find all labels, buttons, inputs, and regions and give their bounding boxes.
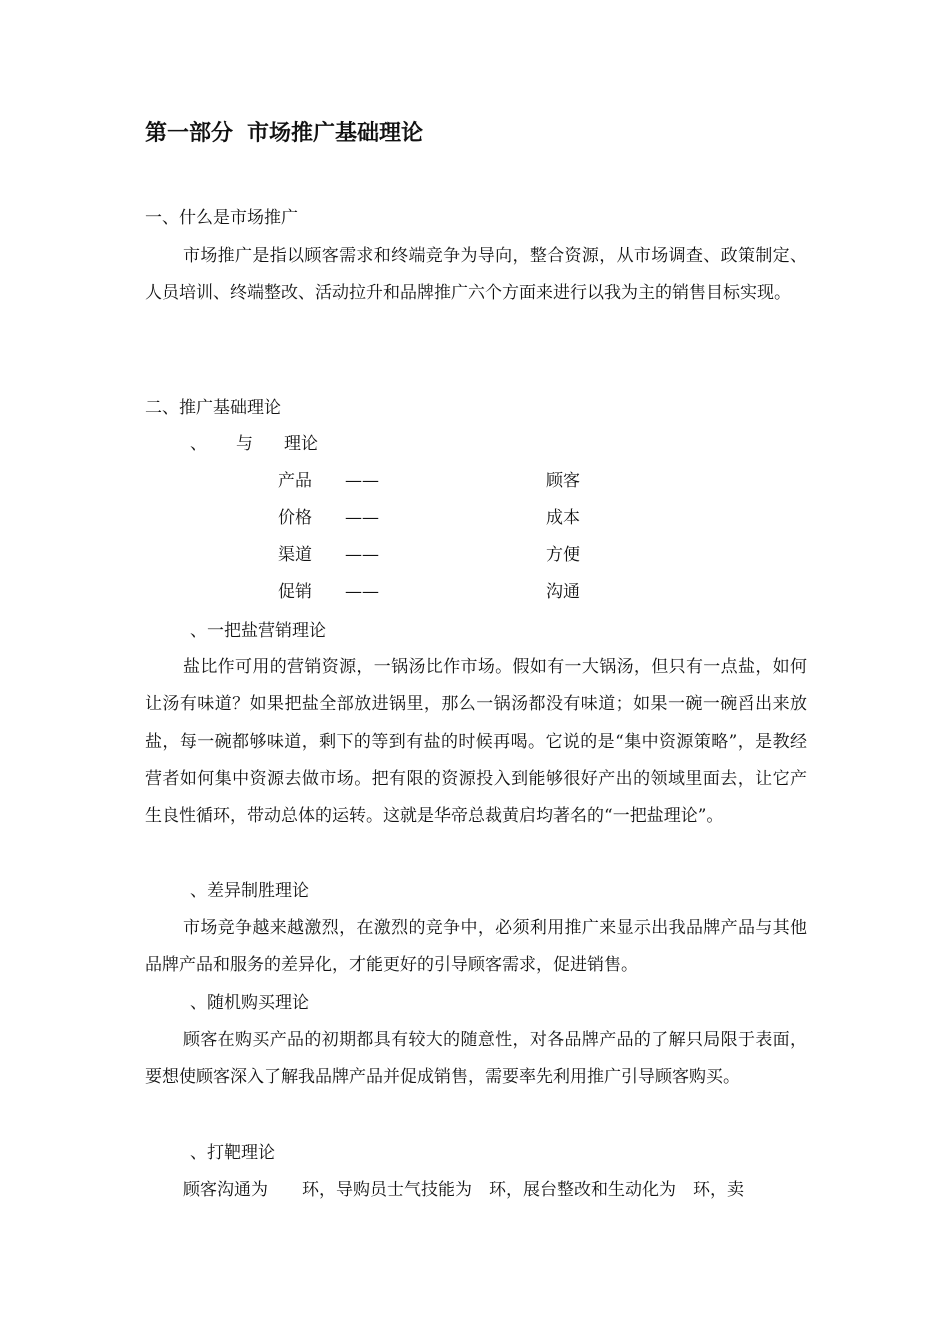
theory1-with: 与 [236,434,253,454]
pair-left: 促销 [278,582,312,602]
title-part: 第一部分 [145,121,234,146]
theory2-heading: 、一把盐营销理论 [190,621,326,641]
pair-dash: —— [345,582,379,602]
section2-heading: 二、推广基础理论 [145,398,281,418]
pair-right: 方便 [546,545,580,565]
section1-heading: 一、什么是市场推广 [145,208,298,228]
theory2-paragraph: 盐比作可用的营销资源，一锅汤比作市场。假如有一大锅汤，但只有一点盐，如何让汤有味道？如果把盐全部放进锅里，那么一锅汤都没有味道；如果一碗一碗舀出来放盐，每一碗都够味道，剩下的等到有盐的时候再喝。它说的是“集中资源策略”，是教经营者如何集中资源去做市场。把有限的资源投入到能够很好产出的领域里面去，让它产生良性循环，带动总体的运转。这就是华帝总裁黄启均著名的“一把盐理论”。 [145,657,807,827]
theory1-label: 理论 [284,434,318,454]
theory3-paragraph: 市场竞争越来越激烈，在激烈的竞争中，必须利用推广来显示出我品牌产品与其他品牌产品和服务的差异化，才能更好的引导顾客需求，促进销售。 [145,918,807,976]
theory5-heading: 、打靶理论 [190,1143,275,1163]
pair-left: 渠道 [278,545,312,565]
pair-left: 产品 [278,471,312,491]
pair-left: 价格 [278,508,312,528]
pair-dash: —— [345,508,379,528]
pair-right: 顾客 [546,471,580,491]
theory1-sep: 、 [190,434,207,454]
pair-dash: —— [345,471,379,491]
pair-right: 成本 [546,508,580,528]
title-name: 市场推广基础理论 [247,121,424,146]
section1-paragraph: 市场推广是指以顾客需求和终端竞争为导向，整合资源，从市场调查、政策制定、人员培训、终端整改、活动拉升和品牌推广六个方面来进行以我为主的销售目标实现。 [145,246,807,304]
page-title [145,116,423,147]
pair-right: 沟通 [546,582,580,602]
theory5-paragraph: 顾客沟通为 环，导购员士气技能为 环，展台整改和生动化为 环，卖 [183,1180,744,1200]
theory3-heading: 、差异制胜理论 [190,881,309,901]
pair-dash: —— [345,545,379,565]
theory4-paragraph: 顾客在购买产品的初期都具有较大的随意性，对各品牌产品的了解只局限于表面，要想使顾客深入了解我品牌产品并促成销售，需要率先利用推广引导顾客购买。 [145,1030,807,1088]
theory4-heading: 、随机购买理论 [190,993,309,1013]
